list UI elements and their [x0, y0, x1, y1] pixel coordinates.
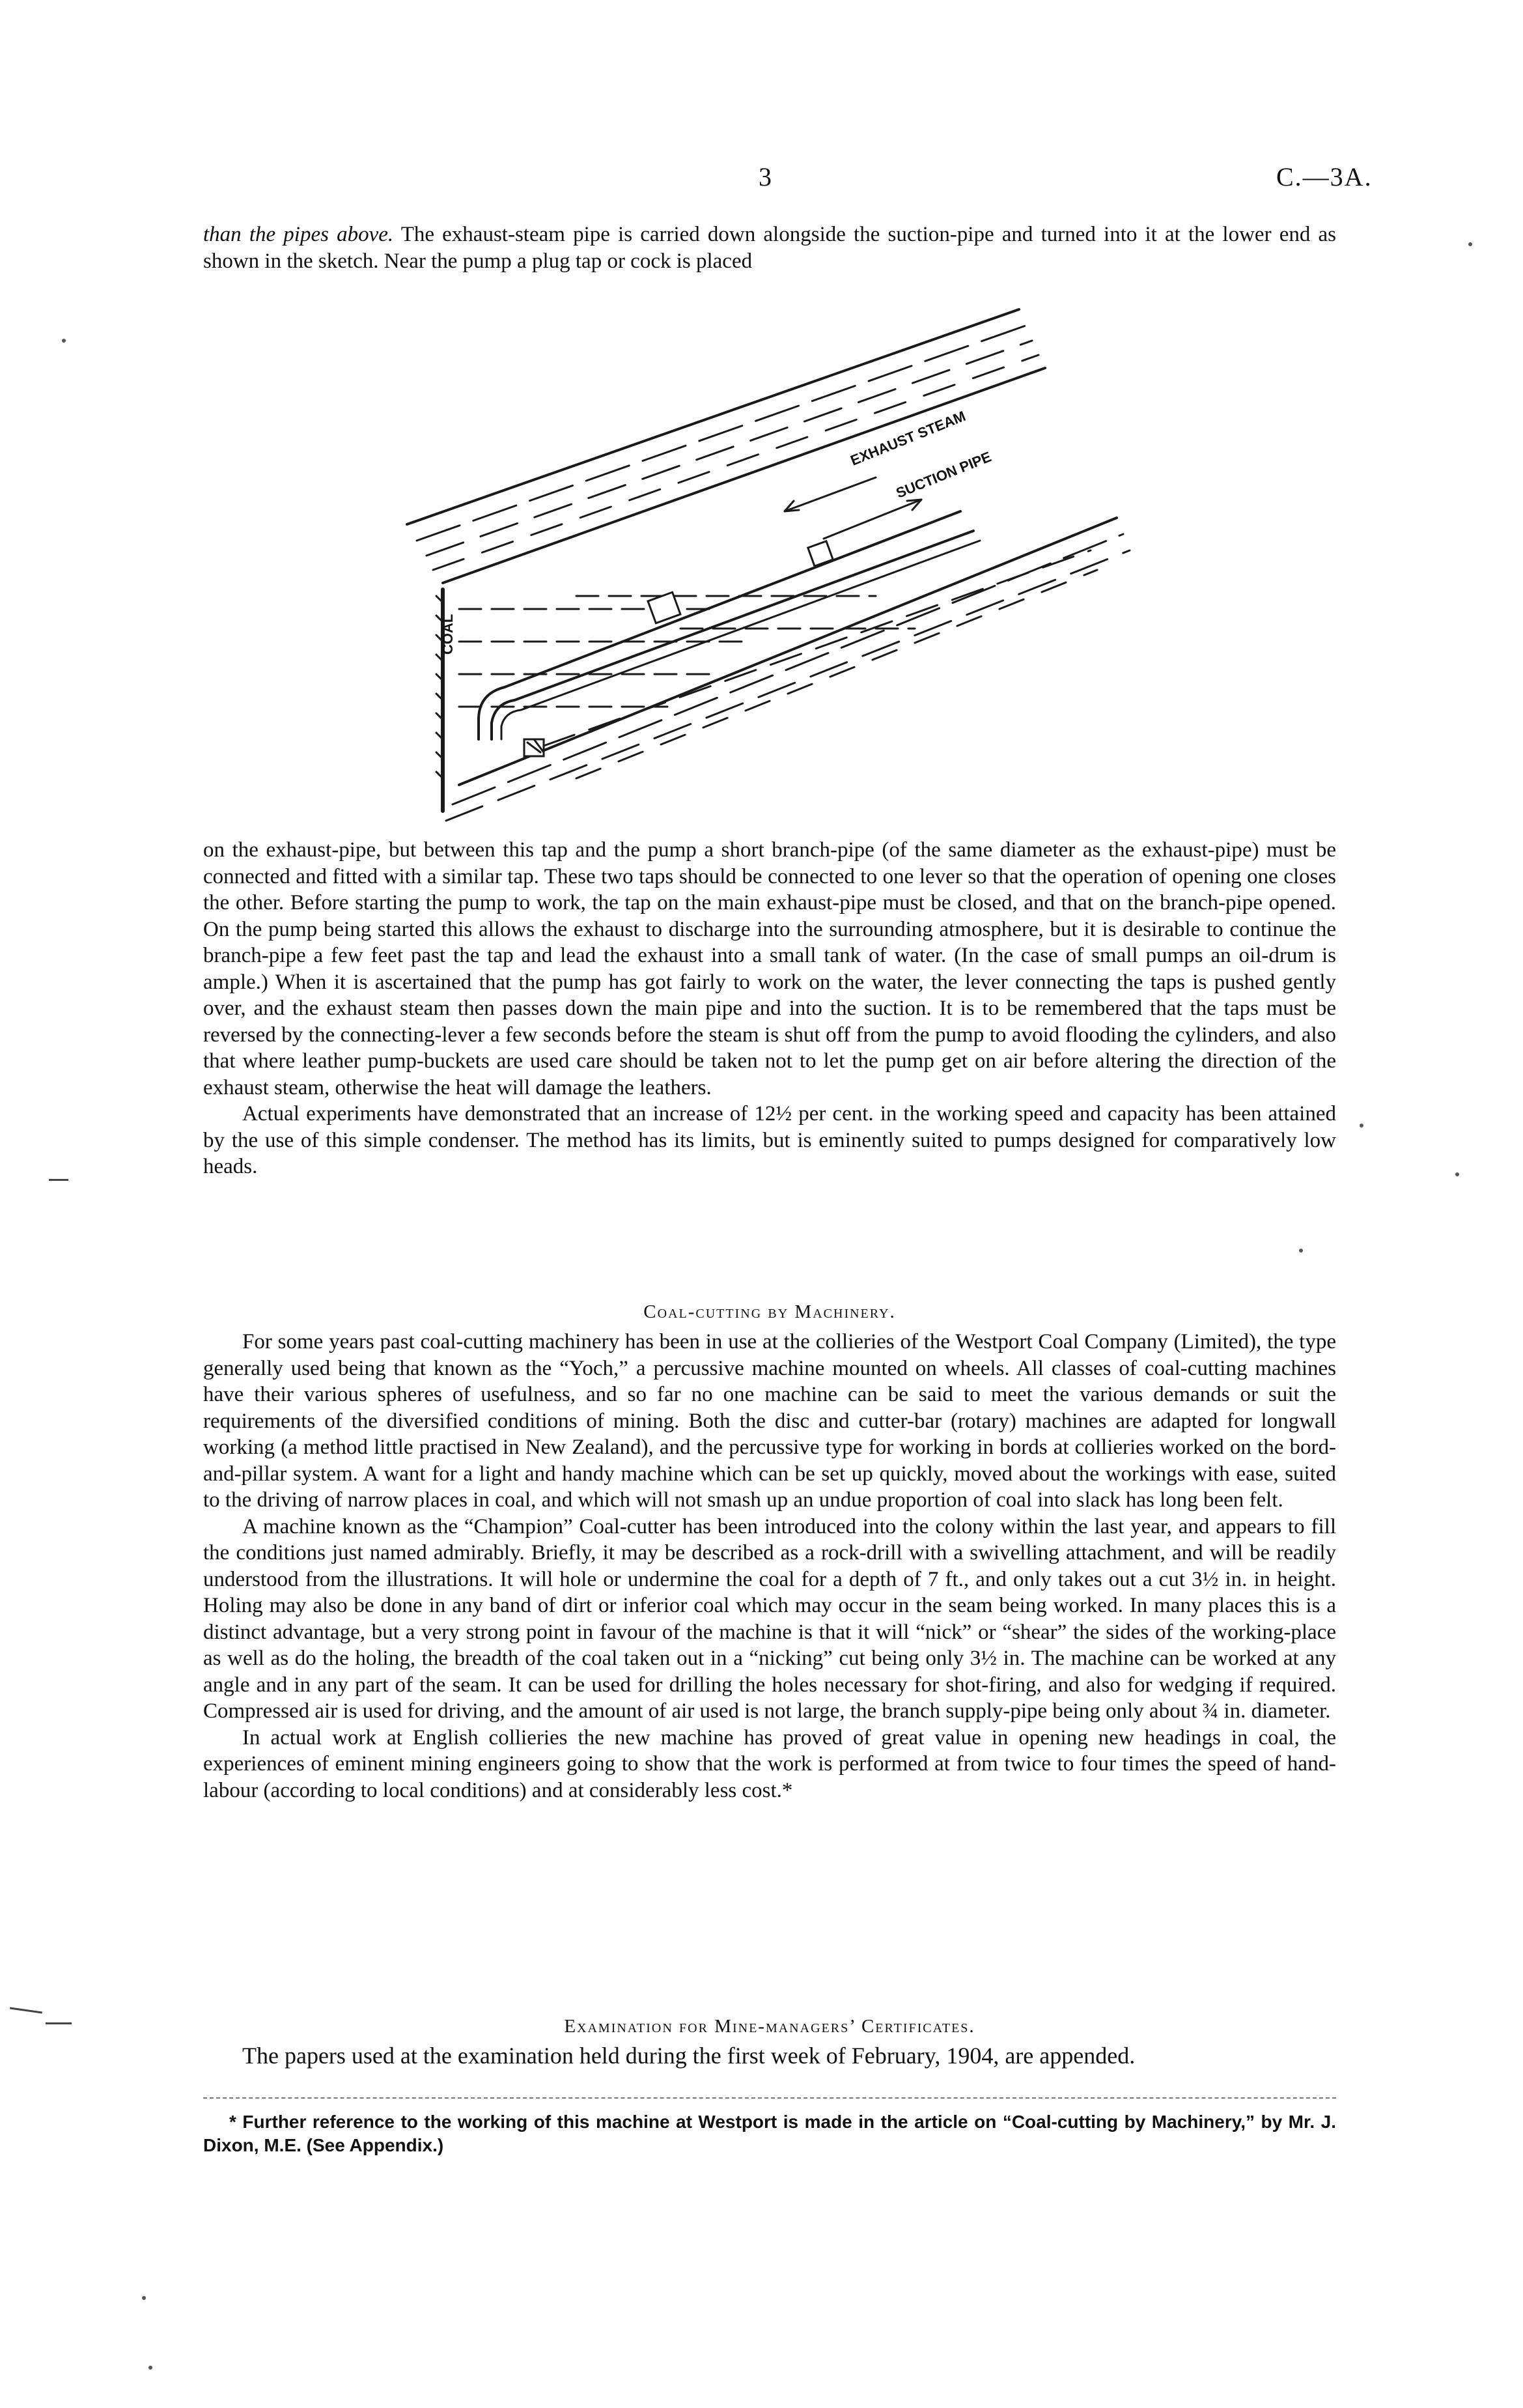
- margin-dot: [1360, 1124, 1363, 1127]
- margin-dot: [148, 2366, 152, 2370]
- roof-stratum: [426, 341, 1032, 556]
- experiments-text: Actual experiments have demonstrated that an increase of 12½ per cent. in the working speed and capacity has been attained by the use of this simple condenser. The method has its limits, but is eminently suited to pumps designed for comparatively low heads.: [203, 1102, 1336, 1178]
- intro-italic-lead: than the pipes above.: [203, 223, 394, 246]
- exhaust-arrow: [785, 477, 876, 511]
- suction-pipe-label: SUCTION PIPE: [893, 448, 994, 502]
- margin-dot: [62, 339, 66, 343]
- margin-mark: [46, 2022, 72, 2024]
- roof-stratum: [433, 355, 1039, 570]
- margin-mark: [49, 1179, 68, 1181]
- intro-paragraph: [203, 221, 1336, 274]
- condenser-paragraph: [203, 837, 1336, 1180]
- coal-cutting-section: [203, 1329, 1336, 1804]
- coal-paragraph-3: In actual work at English collieries the new machine has proved of great value in opening new headings in coal, the experiences of eminent mining engineers going to show that the work is performed at from twice to four times the speed of hand-labour (according to local conditions) and at considerably less cost.*: [203, 1725, 1336, 1802]
- section-heading-coal-cutting: Coal-cutting by Machinery.: [643, 1301, 896, 1322]
- floor-stratum: [459, 518, 1117, 785]
- margin-dot: [1299, 1249, 1303, 1253]
- margin-dot: [142, 2296, 146, 2300]
- coal-paragraph-1: For some years past coal-cutting machinery has been in use at the collieries of the Westport Coal Company (Limited), the type generally used being that known as the “Yoch,” a percussive machine mounted on wheels. All classes of coal-cutting machines have their various spheres of usefulness, and so far no one machine can be said to meet the various demands or suit the requirements of the diversified conditions of mining. Both the disc and cutter-bar (rotary) machines are adapted for longwall working (a method little practised in New Zealand), and the percussive type for working in bords at collieries worked on the bord-and-pillar system. A want for a light and handy machine which can be set up quickly, moved about the workings with ease, suited to the driving of narrow places in coal, and which will not smash up an undue proportion of coal into slack has long been felt.: [203, 1330, 1336, 1512]
- exhaust-steam-label: EXHAUST STEAM: [848, 407, 968, 469]
- intro-text: The exhaust-steam pipe is carried down alongside the suction-pipe and turned into it at the lower end as shown in the sketch. Near the pump a plug tap or cock is placed: [203, 223, 1337, 273]
- document-reference: C.—3A.: [1276, 162, 1373, 191]
- exam-paragraph: The papers used at the examination held during the first week of February, 1904, are appended.: [242, 2043, 1136, 2069]
- coal-paragraph-2: A machine known as the “Champion” Coal-cutter has been introduced into the colony within the last year, and appears to fill the conditions just named admirably. Briefly, it may be described as a rock-drill with a swivelling attachment, and will be readily understood from the illustrations. It will hole or undermine the coal for a depth of 7 ft., and only takes out a cut 3½ in. in height. Holing may also be done in any band of dirt or inferior coal which may occur in the seam being worked. In many places this is a distinct advantage, but a very strong point in favour of the machine is that it will “nick” or “shear” the sides of the working-place as well as do the holing, the breadth of the coal taken out in a “nicking” cut being only 3½ in. The machine can be worked at any angle and in any part of the seam. It can be used for drilling the holes necessary for shot-firing, and also for wedging if required. Compressed air is used for driving, and the amount of air used is not large, the branch supply-pipe being only about ¾ in. diameter.: [203, 1514, 1336, 1723]
- margin-mark: [10, 2007, 42, 2014]
- floor-stratum: [446, 550, 1130, 821]
- margin-dot: [1455, 1172, 1459, 1176]
- page-number: 3: [759, 162, 772, 191]
- condenser-sketch: [381, 290, 1149, 824]
- condenser-text: on the exhaust-pipe, but between this tap and the pump a short branch-pipe (of the same diameter as the exhaust-pipe) must be connected and fitted with a similar tap. These two taps should be connected to one lever so that the operation of opening one closes the other. Before starting the pump to work, the tap on the main exhaust-pipe must be closed, and that on the branch-pipe opened. On the pump being started this allows the exhaust to discharge into the surrounding atmosphere, but it is desirable to continue the branch-pipe a few feet past the tap and lead the exhaust into a small tank of water. (In the case of small pumps an oil-drum is ample.) When it is ascertained that the pump has got fairly to work on the water, the lever connecting the taps is pushed gently over, and the exhaust steam then passes down the main pipe and into the suction. It is to be remembered that the taps must be reversed by the connecting-lever a few seconds before the steam is shut off from the pump to avoid flooding the cylinders, and also that where leather pump-buckets are used care should be taken not to let the pump get on air before altering the direction of the exhaust steam, otherwise the heat will damage the leathers.: [203, 838, 1336, 1099]
- exam-section: [203, 2042, 1336, 2069]
- footnote: * Further reference to the working of this machine at Westport is made in the article on “Coal-cutting by Machinery,” by Mr. J. Dixon, M.E. (See Appendix.): [203, 2112, 1336, 2155]
- section-heading-exam: Examination for Mine-managers’ Certificates.: [564, 2016, 975, 2037]
- footnote-rule: [203, 2097, 1336, 2099]
- coal-label: COAL: [440, 614, 456, 655]
- roof-stratum: [407, 309, 1019, 524]
- margin-dot: [1468, 242, 1472, 246]
